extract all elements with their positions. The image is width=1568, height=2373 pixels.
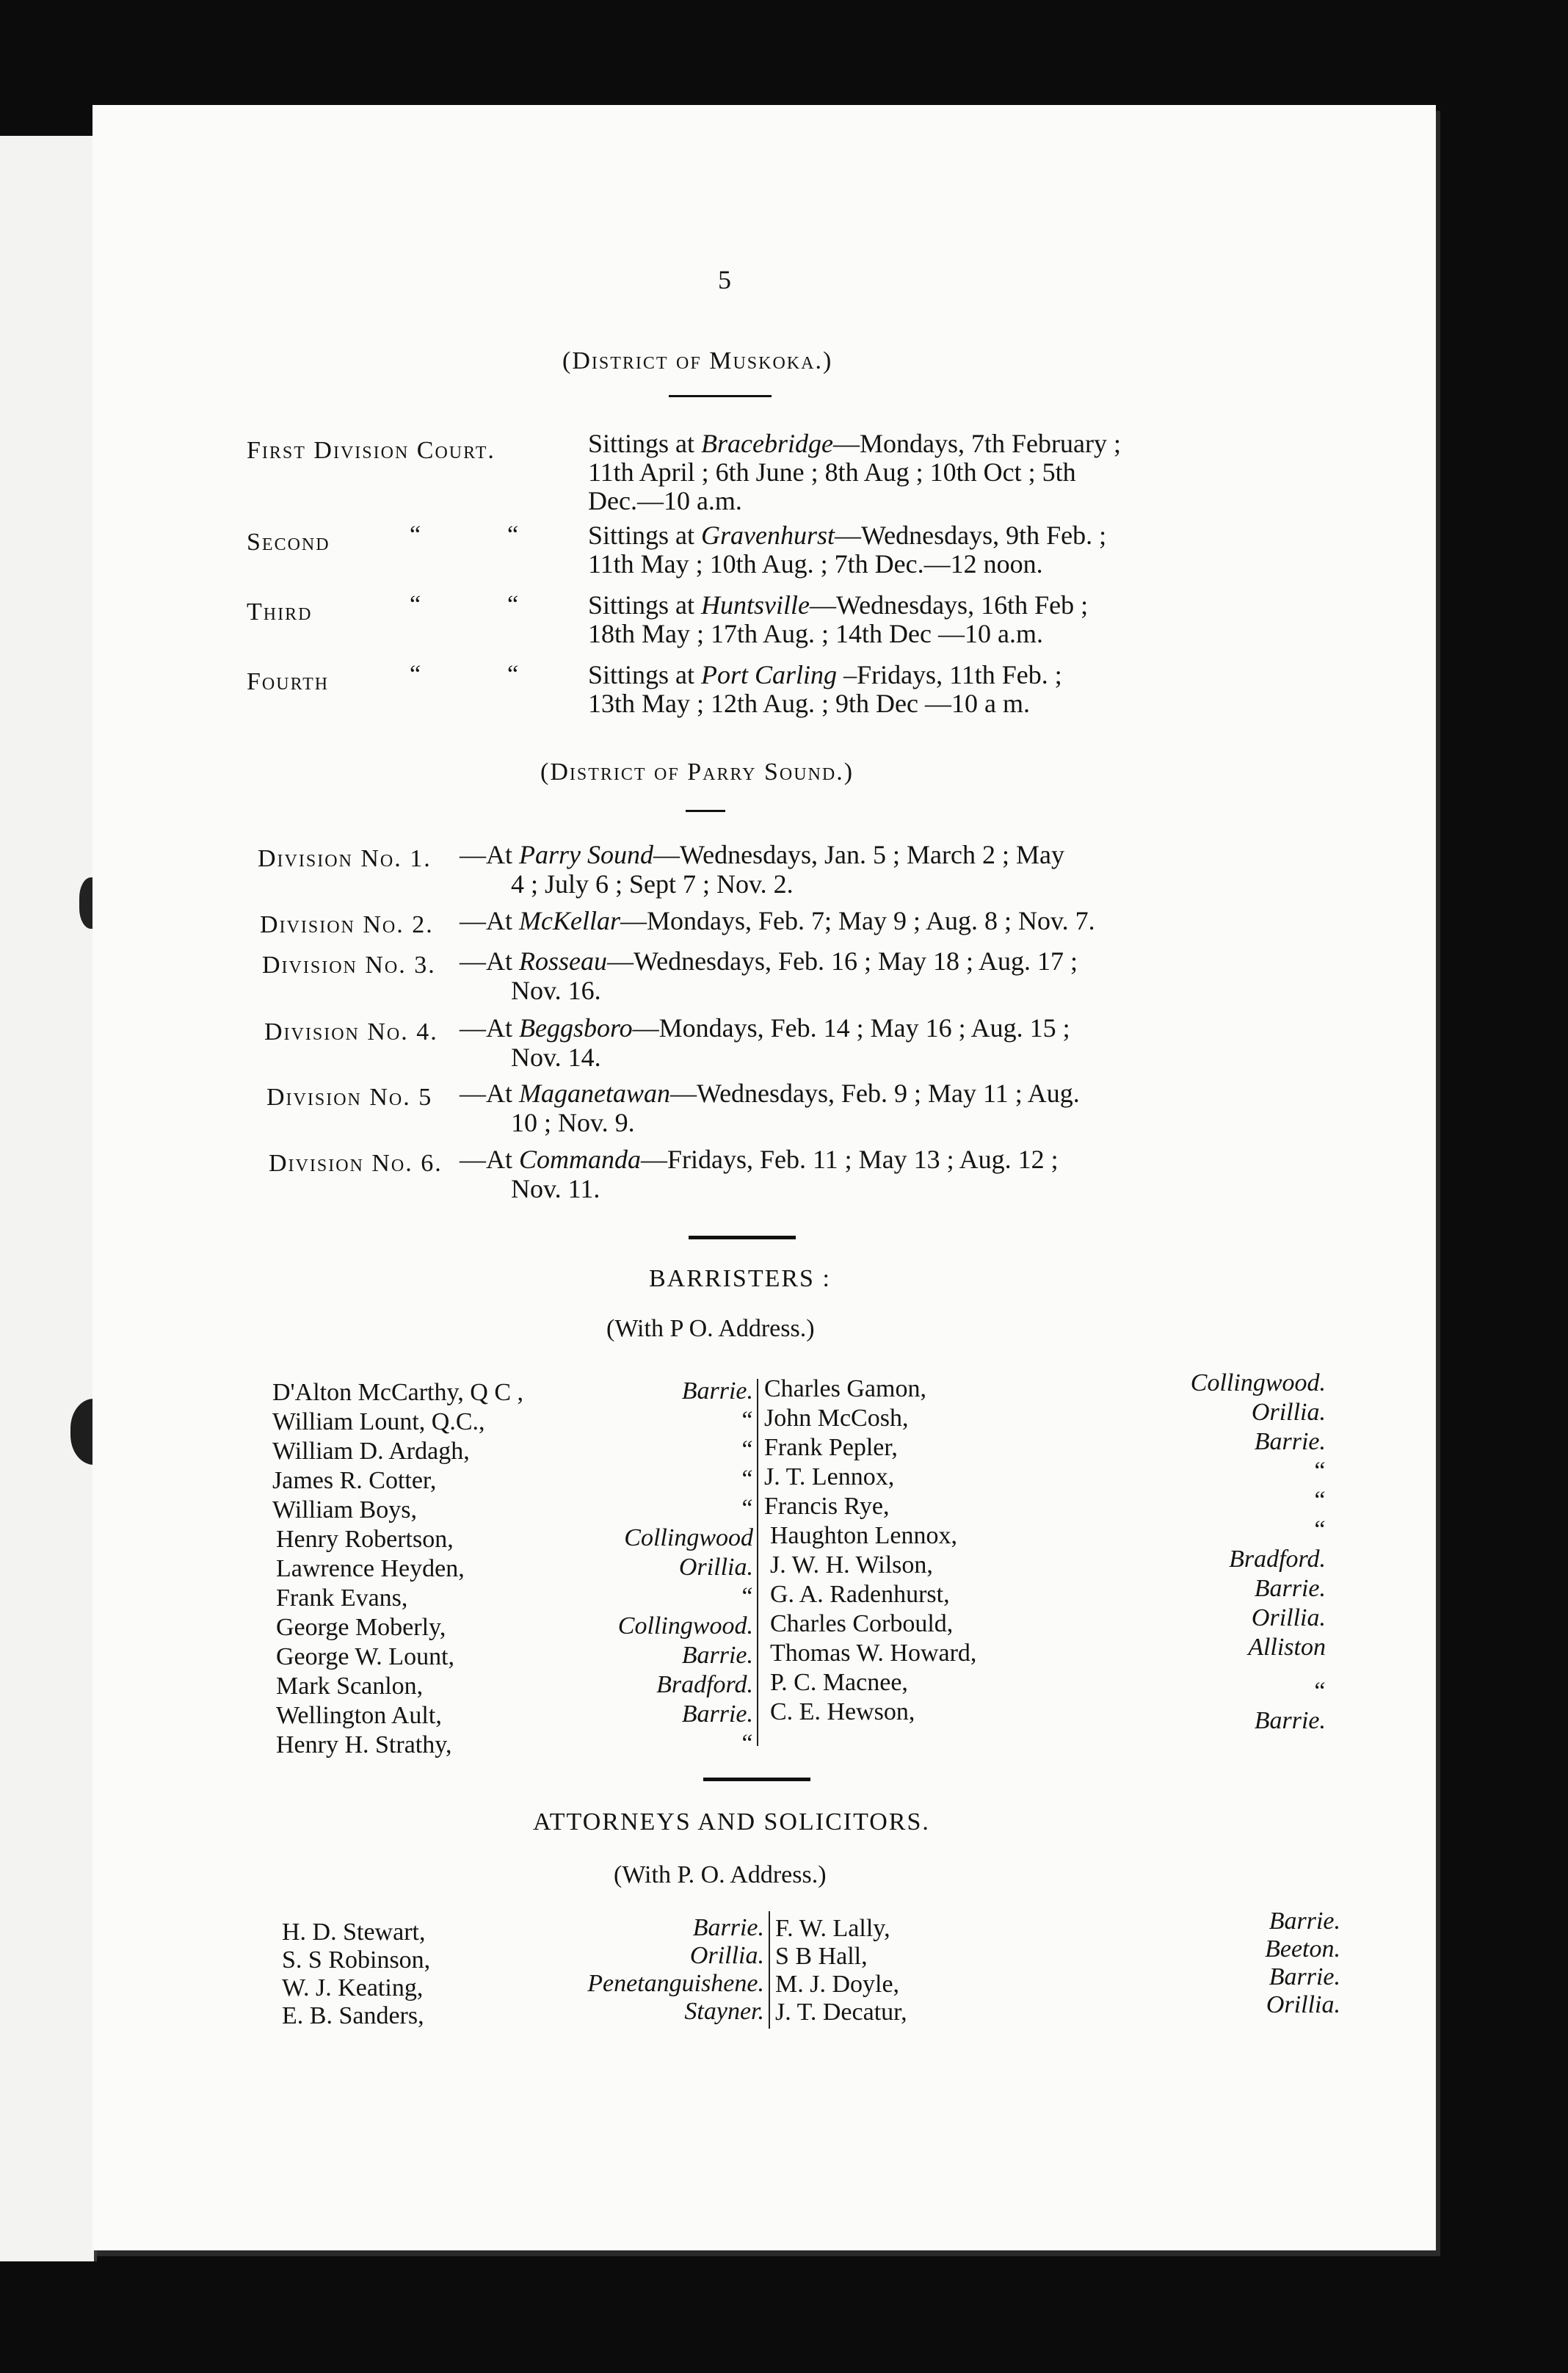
- attorney-address: Barrie.: [692, 1914, 764, 1941]
- barrister-name: Wellington Ault,: [276, 1702, 442, 1729]
- barrister-address: Bradford.: [1229, 1546, 1326, 1573]
- barrister-address: “: [739, 1730, 753, 1757]
- barrister-address: Barrie.: [681, 1700, 753, 1728]
- column-divider: [769, 1911, 770, 2029]
- division-line: —At Parry Sound—Wednesdays, Jan. 5 ; March 2 ; May: [460, 840, 1064, 869]
- barrister-name: J. T. Lennox,: [764, 1463, 895, 1490]
- court-sitting-line: Sittings at Port Carling –Fridays, 11th Feb. ;: [588, 660, 1062, 689]
- division-label: Division No. 4.: [264, 1018, 438, 1046]
- attorney-address: Orillia.: [689, 1942, 764, 1969]
- barrister-address: Orillia.: [1251, 1399, 1326, 1426]
- barrister-address: “: [739, 1436, 753, 1463]
- attorney-address: Barrie.: [1268, 1963, 1340, 1990]
- court-sitting-line: 11th April ; 6th June ; 8th Aug ; 10th Oct ; 5th: [588, 457, 1076, 487]
- barrister-name: William D. Ardagh,: [272, 1438, 470, 1465]
- division-line: Nov. 11.: [511, 1174, 600, 1203]
- barrister-name: D'Alton McCarthy, Q C ,: [272, 1379, 524, 1406]
- barrister-name: Lawrence Heyden,: [276, 1555, 465, 1582]
- barrister-address: “: [1312, 1516, 1326, 1543]
- ditto-mark: “: [507, 521, 519, 548]
- division-line: —At Rosseau—Wednesdays, Feb. 16 ; May 18 ; Aug. 17 ;: [460, 946, 1078, 976]
- attorney-name: E. B. Sanders,: [282, 2002, 424, 2029]
- barrister-address: Collingwood.: [617, 1612, 753, 1640]
- divider: [669, 395, 772, 397]
- barrister-name: Francis Rye,: [764, 1493, 890, 1520]
- page-number: 5: [718, 265, 731, 294]
- divider: [689, 1236, 796, 1239]
- division-line: 10 ; Nov. 9.: [511, 1108, 635, 1137]
- barrister-address: Barrie.: [681, 1377, 753, 1405]
- attorney-name: S. S Robinson,: [282, 1946, 431, 1974]
- division-label: Division No. 5: [266, 1084, 433, 1111]
- barrister-address: Orillia.: [678, 1554, 753, 1581]
- attorney-name: J. T. Decatur,: [775, 1999, 907, 2026]
- attorney-address: Beeton.: [1265, 1935, 1340, 1963]
- barrister-address: Barrie.: [1254, 1707, 1326, 1734]
- court-sitting-line: 18th May ; 17th Aug. ; 14th Dec —10 a.m.: [588, 619, 1043, 648]
- column-divider: [757, 1379, 758, 1746]
- document-page: [92, 105, 1436, 2250]
- barrister-name: P. C. Macnee,: [770, 1669, 908, 1696]
- barrister-name: Frank Evans,: [276, 1584, 408, 1612]
- barrister-name: George W. Lount,: [276, 1643, 455, 1670]
- court-name: Fourth: [247, 668, 330, 695]
- division-line: 4 ; July 6 ; Sept 7 ; Nov. 2.: [511, 869, 794, 899]
- division-line: —At Beggsboro—Mondays, Feb. 14 ; May 16 ; Aug. 15 ;: [460, 1013, 1070, 1043]
- attorney-name: S B Hall,: [775, 1943, 868, 1970]
- division-line: Nov. 14.: [511, 1043, 601, 1072]
- attorney-address: Stayner.: [684, 1998, 764, 2025]
- barrister-name: John McCosh,: [764, 1405, 909, 1432]
- barrister-name: Henry H. Strathy,: [276, 1731, 452, 1758]
- division-line: —At Commanda—Fridays, Feb. 11 ; May 13 ; Aug. 12 ;: [460, 1145, 1059, 1174]
- court-sitting-line: Sittings at Huntsville—Wednesdays, 16th Feb ;: [588, 590, 1089, 620]
- attorney-name: F. W. Lally,: [775, 1915, 890, 1942]
- barrister-name: James R. Cotter,: [272, 1467, 437, 1494]
- division-line: —At Maganetawan—Wednesdays, Feb. 9 ; May 11 ; Aug.: [460, 1079, 1080, 1108]
- section-heading-muskoka: (District of Muskoka.): [562, 347, 833, 374]
- attorney-name: W. J. Keating,: [282, 1974, 424, 2001]
- court-sitting-line: Sittings at Bracebridge—Mondays, 7th February ;: [588, 429, 1121, 458]
- barrister-name: Charles Gamon,: [764, 1375, 926, 1402]
- barrister-address: Collingwood.: [1190, 1369, 1326, 1396]
- court-name: First Division Court.: [247, 437, 496, 464]
- ditto-mark: “: [507, 661, 519, 688]
- ditto-mark: “: [410, 591, 421, 618]
- barrister-address: Alliston: [1248, 1634, 1326, 1661]
- facing-page-edge: [0, 136, 97, 2261]
- barrister-address: “: [1312, 1457, 1326, 1485]
- court-sitting-line: 13th May ; 12th Aug. ; 9th Dec —10 a m.: [588, 689, 1030, 718]
- ditto-mark: “: [410, 661, 421, 688]
- barrister-address: Barrie.: [1254, 1575, 1326, 1602]
- division-label: Division No. 6.: [269, 1150, 443, 1177]
- barrister-address: “: [739, 1583, 753, 1610]
- attorney-address: Penetanguishene.: [587, 1970, 764, 1997]
- barrister-name: Henry Robertson,: [276, 1526, 454, 1553]
- barrister-address: Bradford.: [656, 1671, 753, 1698]
- barrister-address: Barrie.: [681, 1642, 753, 1669]
- division-line: Nov. 16.: [511, 976, 601, 1005]
- barrister-address: Orillia.: [1251, 1604, 1326, 1631]
- ditto-mark: “: [410, 521, 421, 548]
- attorneys-heading: ATTORNEYS AND SOLICITORS.: [533, 1808, 930, 1836]
- attorney-name: M. J. Doyle,: [775, 1971, 900, 1998]
- barristers-subheading: (With P O. Address.): [606, 1315, 815, 1342]
- barrister-name: Thomas W. Howard,: [770, 1640, 977, 1667]
- division-line: —At McKellar—Mondays, Feb. 7; May 9 ; Aug. 8 ; Nov. 7.: [460, 906, 1095, 935]
- court-name: Second: [247, 529, 330, 556]
- division-label: Division No. 3.: [262, 952, 436, 979]
- attorney-name: H. D. Stewart,: [282, 1919, 426, 1946]
- barrister-address: “: [1312, 1678, 1326, 1705]
- section-heading-parry-sound: (District of Parry Sound.): [540, 758, 854, 786]
- barrister-address: “: [739, 1466, 753, 1493]
- barrister-name: C. E. Hewson,: [770, 1698, 915, 1725]
- barrister-name: George Moberly,: [276, 1614, 446, 1641]
- barrister-address: Barrie.: [1254, 1428, 1326, 1455]
- barrister-name: Mark Scanlon,: [276, 1673, 424, 1700]
- barrister-address: “: [739, 1495, 753, 1522]
- barrister-name: J. W. H. Wilson,: [770, 1551, 933, 1579]
- barristers-heading: BARRISTERS :: [649, 1265, 831, 1292]
- attorneys-subheading: (With P. O. Address.): [614, 1861, 827, 1888]
- barrister-address: “: [739, 1407, 753, 1434]
- barrister-name: G. A. Radenhurst,: [770, 1581, 950, 1608]
- division-label: Division No. 1.: [258, 845, 432, 872]
- court-sitting-line: Dec.—10 a.m.: [588, 486, 742, 515]
- divider: [703, 1778, 810, 1781]
- court-sitting-line: Sittings at Gravenhurst—Wednesdays, 9th Feb. ;: [588, 521, 1107, 550]
- ditto-mark: “: [507, 591, 519, 618]
- attorney-address: Orillia.: [1266, 1991, 1340, 2018]
- barrister-name: William Lount, Q.C.,: [272, 1408, 485, 1435]
- divider: [686, 810, 725, 812]
- court-sitting-line: 11th May ; 10th Aug. ; 7th Dec.—12 noon.: [588, 549, 1043, 579]
- barrister-name: Frank Pepler,: [764, 1434, 898, 1461]
- barrister-name: Haughton Lennox,: [770, 1522, 957, 1549]
- court-name: Third: [247, 598, 313, 626]
- attorney-address: Barrie.: [1268, 1908, 1340, 1935]
- barrister-address: Collingwood: [624, 1524, 753, 1551]
- division-label: Division No. 2.: [260, 911, 434, 938]
- barrister-name: Charles Corbould,: [770, 1610, 954, 1637]
- barrister-name: William Boys,: [272, 1496, 417, 1524]
- barrister-address: “: [1312, 1487, 1326, 1514]
